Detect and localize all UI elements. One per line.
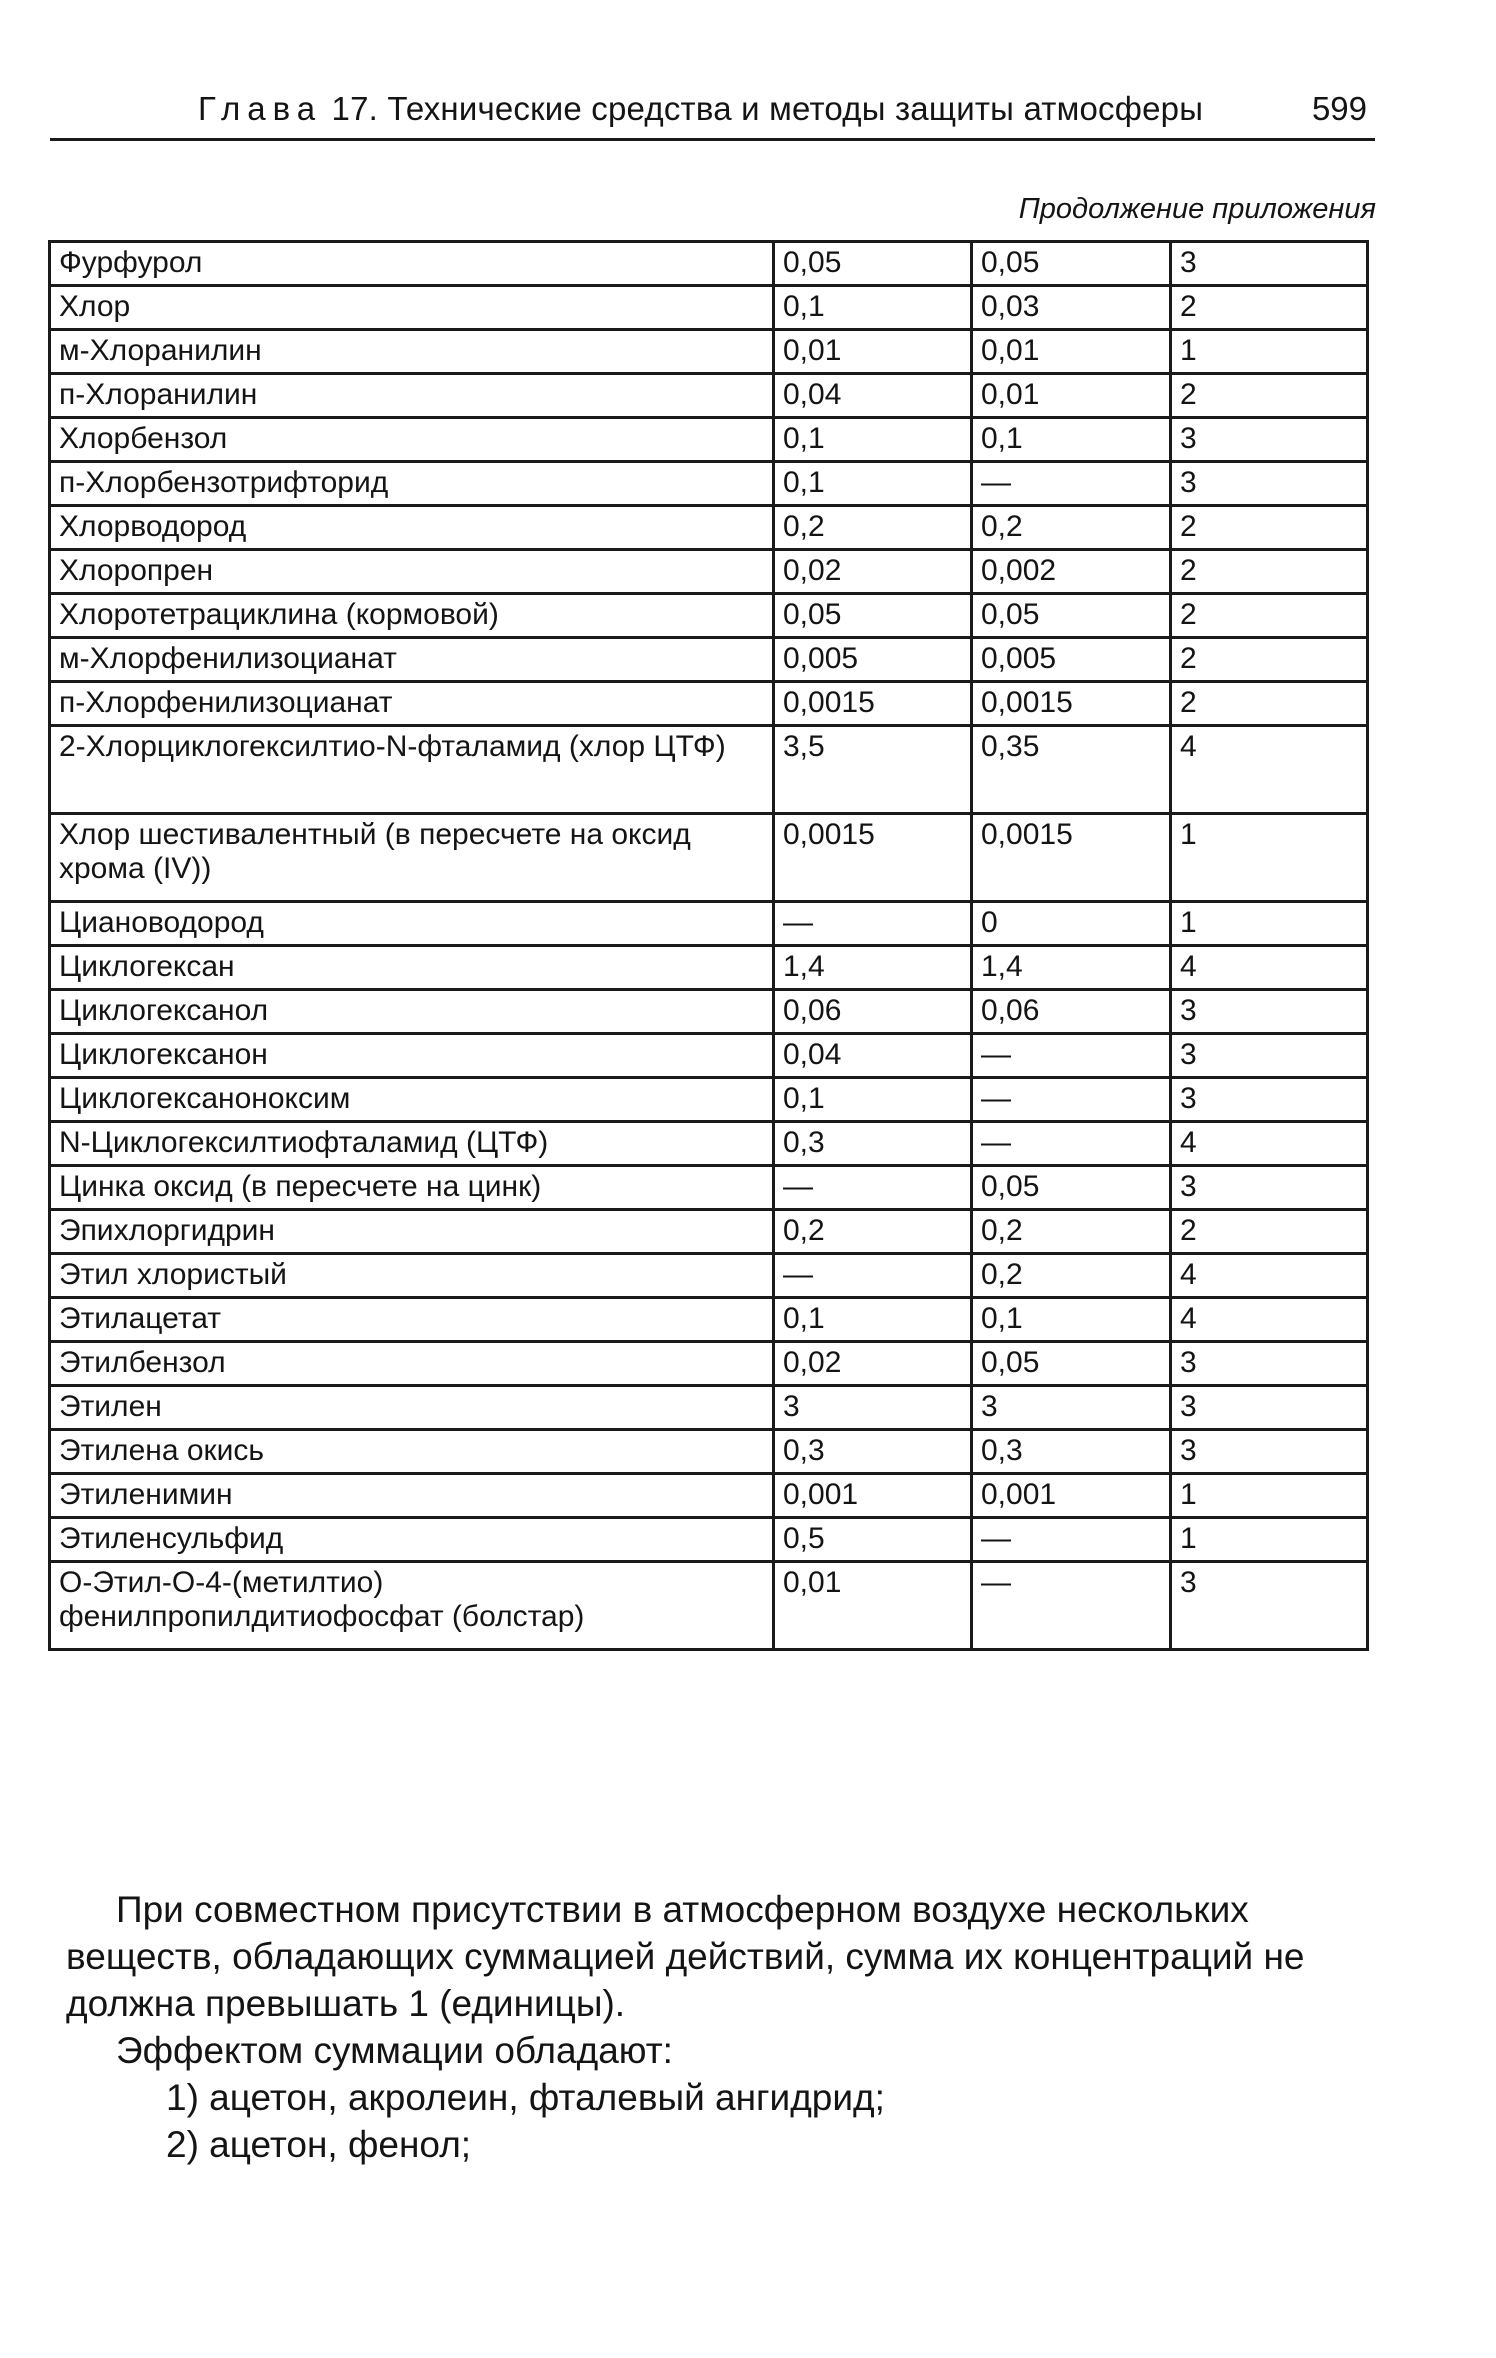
substance-name: Этилен	[50, 1386, 774, 1430]
hazard-class: 3	[1171, 1034, 1368, 1078]
substances-table	[48, 240, 1369, 1651]
substance-name: м-Хлоранилин	[50, 330, 774, 374]
substances-table-wrapper	[48, 240, 1366, 1651]
substance-name: Этиленимин	[50, 1474, 774, 1518]
table-row	[50, 286, 1368, 330]
table-row	[50, 1562, 1368, 1650]
table-row	[50, 1386, 1368, 1430]
substance-name: 2-Хлорциклогексилтио-N-фталамид (хлор ЦТФ)	[50, 726, 774, 814]
value-a: 0,1	[774, 418, 972, 462]
table-row	[50, 1166, 1368, 1210]
value-b: 0,01	[972, 330, 1171, 374]
value-a: 0,001	[774, 1474, 972, 1518]
hazard-class: 2	[1171, 286, 1368, 330]
substance-name: Циклогексан	[50, 946, 774, 990]
value-b: —	[972, 1562, 1171, 1650]
value-a: 3	[774, 1386, 972, 1430]
value-b: 0,06	[972, 990, 1171, 1034]
table-row	[50, 814, 1368, 902]
value-a: 0,5	[774, 1518, 972, 1562]
hazard-class: 3	[1171, 242, 1368, 286]
value-b: 0,1	[972, 418, 1171, 462]
hazard-class: 4	[1171, 1122, 1368, 1166]
hazard-class: 1	[1171, 1518, 1368, 1562]
substance-name: Циклогексаноноксим	[50, 1078, 774, 1122]
value-a: 0,02	[774, 1342, 972, 1386]
value-b: 0,2	[972, 1254, 1171, 1298]
table-row	[50, 682, 1368, 726]
substance-name: Цинка оксид (в пересчете на цинк)	[50, 1166, 774, 1210]
substance-name: Циклогексанол	[50, 990, 774, 1034]
table-row	[50, 638, 1368, 682]
value-b: 0,0015	[972, 682, 1171, 726]
hazard-class: 3	[1171, 1430, 1368, 1474]
table-row	[50, 1122, 1368, 1166]
value-a: 0,1	[774, 1078, 972, 1122]
value-b: 0,0015	[972, 814, 1171, 902]
table-row	[50, 726, 1368, 814]
substance-name: Этилена окись	[50, 1430, 774, 1474]
value-b: 0,05	[972, 594, 1171, 638]
value-b: 0,05	[972, 1342, 1171, 1386]
hazard-class: 3	[1171, 1342, 1368, 1386]
value-b: 0	[972, 902, 1171, 946]
table-row	[50, 506, 1368, 550]
table-row	[50, 946, 1368, 990]
hazard-class: 3	[1171, 1166, 1368, 1210]
chapter-title: 17. Технические средства и методы защиты атмосферы	[331, 90, 1204, 127]
substance-name: Эпихлоргидрин	[50, 1210, 774, 1254]
value-b: 0,3	[972, 1430, 1171, 1474]
substance-name: Этиленсульфид	[50, 1518, 774, 1562]
table-row	[50, 418, 1368, 462]
value-b: —	[972, 1078, 1171, 1122]
body-text	[66, 1886, 1366, 2168]
hazard-class: 2	[1171, 682, 1368, 726]
value-b: 3	[972, 1386, 1171, 1430]
table-row	[50, 1518, 1368, 1562]
value-a: 0,0015	[774, 682, 972, 726]
list-item: 2) ацетон, фенол;	[166, 2124, 472, 2165]
table-body	[50, 242, 1368, 1650]
value-a: 0,005	[774, 638, 972, 682]
hazard-class: 4	[1171, 1254, 1368, 1298]
table-row	[50, 1254, 1368, 1298]
value-b: —	[972, 1518, 1171, 1562]
value-b: —	[972, 1122, 1171, 1166]
substance-name: Фурфурол	[50, 242, 774, 286]
table-row	[50, 330, 1368, 374]
continuation-note: Продолжение приложения	[1018, 193, 1376, 225]
value-a: —	[774, 1166, 972, 1210]
page-number: 599	[1311, 90, 1367, 127]
list-item: 1) ацетон, акролеин, фталевый ангидрид;	[166, 2077, 885, 2118]
value-b: 0,2	[972, 1210, 1171, 1254]
table-row	[50, 242, 1368, 286]
substance-name: Циклогексанон	[50, 1034, 774, 1078]
table-row	[50, 594, 1368, 638]
value-b: 0,005	[972, 638, 1171, 682]
value-a: 0,1	[774, 462, 972, 506]
hazard-class: 1	[1171, 902, 1368, 946]
hazard-class: 2	[1171, 1210, 1368, 1254]
hazard-class: 1	[1171, 330, 1368, 374]
hazard-class: 3	[1171, 990, 1368, 1034]
table-row	[50, 1430, 1368, 1474]
value-a: 0,3	[774, 1122, 972, 1166]
substance-name: N-Циклогексилтиофталамид (ЦТФ)	[50, 1122, 774, 1166]
value-a: 0,06	[774, 990, 972, 1034]
value-a: 1,4	[774, 946, 972, 990]
substance-name: Хлорбензол	[50, 418, 774, 462]
value-a: 0,05	[774, 242, 972, 286]
hazard-class: 4	[1171, 1298, 1368, 1342]
hazard-class: 4	[1171, 946, 1368, 990]
value-a: 0,2	[774, 1210, 972, 1254]
value-b: —	[972, 1034, 1171, 1078]
running-header	[50, 88, 1375, 141]
value-a: 3,5	[774, 726, 972, 814]
table-row	[50, 1342, 1368, 1386]
value-b: 0,35	[972, 726, 1171, 814]
table-row	[50, 902, 1368, 946]
value-a: 0,04	[774, 1034, 972, 1078]
substance-name: п-Хлорбензотрифторид	[50, 462, 774, 506]
hazard-class: 3	[1171, 1386, 1368, 1430]
value-a: 0,01	[774, 1562, 972, 1650]
substance-name: О-Этил-О-4-(метилтио) фенилпропилдитиофосфат (болстар)	[50, 1562, 774, 1650]
substance-name: Хлор шестивалентный (в пересчете на оксид хрома (IV))	[50, 814, 774, 902]
substance-name: Этилбензол	[50, 1342, 774, 1386]
value-a: 0,0015	[774, 814, 972, 902]
value-a: —	[774, 902, 972, 946]
value-b: 1,4	[972, 946, 1171, 990]
table-row	[50, 1078, 1368, 1122]
value-a: 0,3	[774, 1430, 972, 1474]
hazard-class: 2	[1171, 506, 1368, 550]
table-row	[50, 990, 1368, 1034]
value-b: 0,1	[972, 1298, 1171, 1342]
table-row	[50, 1474, 1368, 1518]
value-b: 0,2	[972, 506, 1171, 550]
substance-name: Хлор	[50, 286, 774, 330]
hazard-class: 2	[1171, 550, 1368, 594]
substance-name: п-Хлорфенилизоцианат	[50, 682, 774, 726]
chapter-word: Глава	[198, 90, 323, 127]
hazard-class: 2	[1171, 594, 1368, 638]
value-a: —	[774, 1254, 972, 1298]
value-b: 0,05	[972, 242, 1171, 286]
hazard-class: 1	[1171, 1474, 1368, 1518]
running-title	[198, 88, 1203, 130]
table-row	[50, 1210, 1368, 1254]
hazard-class: 3	[1171, 418, 1368, 462]
substance-name: Хлоротетрациклина (кормовой)	[50, 594, 774, 638]
substance-name: Циановодород	[50, 902, 774, 946]
table-row	[50, 462, 1368, 506]
value-b: 0,002	[972, 550, 1171, 594]
value-b: 0,001	[972, 1474, 1171, 1518]
substance-name: м-Хлорфенилизоцианат	[50, 638, 774, 682]
value-a: 0,05	[774, 594, 972, 638]
hazard-class: 4	[1171, 726, 1368, 814]
hazard-class: 2	[1171, 374, 1368, 418]
value-a: 0,04	[774, 374, 972, 418]
hazard-class: 3	[1171, 1562, 1368, 1650]
value-b: 0,05	[972, 1166, 1171, 1210]
table-row	[50, 550, 1368, 594]
substance-name: п-Хлоранилин	[50, 374, 774, 418]
substance-name: Хлорводород	[50, 506, 774, 550]
value-a: 0,1	[774, 1298, 972, 1342]
substance-name: Этил хлористый	[50, 1254, 774, 1298]
value-a: 0,02	[774, 550, 972, 594]
hazard-class: 3	[1171, 462, 1368, 506]
summation-intro: Эффектом суммации обладают:	[116, 2030, 673, 2071]
value-b: 0,01	[972, 374, 1171, 418]
summation-paragraph: При совместном присутствии в атмосферном воздухе нескольких веществ, обладающих суммацией действий, сумма их концентраций не должна превышать 1 (единицы).	[66, 1889, 1305, 2024]
substance-name: Этилацетат	[50, 1298, 774, 1342]
table-row	[50, 1298, 1368, 1342]
substance-name: Хлоропрен	[50, 550, 774, 594]
value-b: —	[972, 462, 1171, 506]
table-row	[50, 374, 1368, 418]
value-b: 0,03	[972, 286, 1171, 330]
hazard-class: 1	[1171, 814, 1368, 902]
value-a: 0,2	[774, 506, 972, 550]
value-a: 0,01	[774, 330, 972, 374]
table-row	[50, 1034, 1368, 1078]
hazard-class: 3	[1171, 1078, 1368, 1122]
value-a: 0,1	[774, 286, 972, 330]
hazard-class: 2	[1171, 638, 1368, 682]
